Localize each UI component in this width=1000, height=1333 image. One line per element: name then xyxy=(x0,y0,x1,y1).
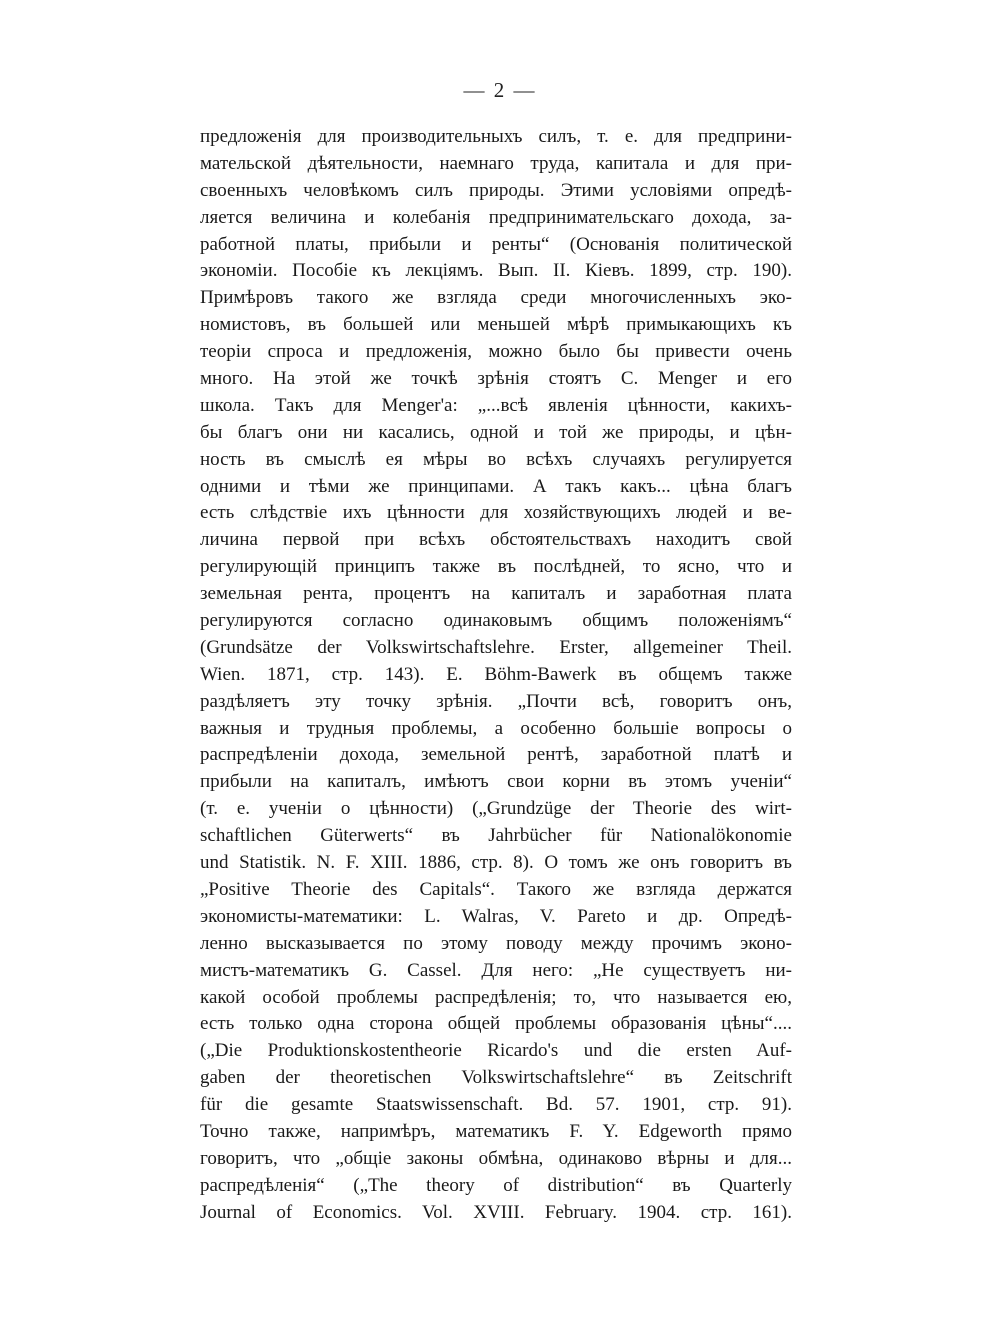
text-line: теоріи спроса и предложенія, можно было бы привести очень xyxy=(200,341,792,363)
text-line: экономисты-математики: L. Walras, V. Pareto и др. Опредѣ- xyxy=(200,905,792,927)
text-line: Wien. 1871, стр. 143). E. Böhm-Bawerk въ общемъ также xyxy=(200,663,792,685)
text-line: регулирующій принципъ также въ послѣдней, то ясно, что и xyxy=(200,556,792,578)
text-line: мистъ-математикъ G. Cassel. Для него: „Не существуетъ ни- xyxy=(200,959,792,981)
text-line: gaben der theoretischen Volkswirtschaftslehre“ въ Zeitschrift xyxy=(200,1067,792,1089)
text-line: ляется величина и колебанія предпринимательскаго дохода, за- xyxy=(200,206,792,228)
page-number: — 2 — xyxy=(463,78,537,102)
text-line: (Grundsätze der Volkswirtschaftslehre. Erster, allgemeiner Theil. xyxy=(200,636,792,658)
text-line: ность въ смыслѣ ея мѣры во всѣхъ случаяхъ регулируется xyxy=(200,448,792,470)
text-line: есть слѣдствіе ихъ цѣнности для хозяйствующихъ людей и ве- xyxy=(200,502,792,524)
text-line: важныя и трудныя проблемы, а особенно большіе вопросы о xyxy=(200,717,792,739)
text-line: одними и тѣми же принципами. А такъ какъ... цѣна благъ xyxy=(200,475,792,497)
body-text xyxy=(200,124,792,1227)
text-line: говоритъ, что „общіе законы обмѣна, одинаково вѣрны и для... xyxy=(200,1147,792,1169)
text-line: „Positive Theorie des Capitals“. Такого же взгляда держатся xyxy=(200,878,792,900)
text-line: распредѣленіи дохода, земельной рентѣ, заработной платѣ и xyxy=(200,744,792,766)
text-line: школа. Такъ для Menger'a: „...всѣ явленія цѣнности, какихъ- xyxy=(200,394,792,416)
text-line: какой особой проблемы распредѣленія; то, что называется ею, xyxy=(200,986,792,1008)
text-line: (т. е. ученіи о цѣнности) („Grundzüge der Theorie des wirt- xyxy=(200,798,792,820)
text-line: есть только одна сторона общей проблемы образованія цѣны“.... xyxy=(200,1013,792,1035)
text-line: регулируются согласно одинаковымъ общимъ положеніямъ“ xyxy=(200,610,792,632)
text-line: („Die Produktionskostentheorie Ricardo's und die ersten Auf- xyxy=(200,1040,792,1062)
text-line: schaftlichen Güterwerts“ въ Jahrbücher für Nationalökonomie xyxy=(200,825,792,847)
text-line: Journal of Economics. Vol. XVIII. February. 1904. стр. 161). xyxy=(200,1201,792,1223)
text-line: прибыли на капиталъ, имѣютъ свои корни въ этомъ ученіи“ xyxy=(200,771,792,793)
text-line: предложенія для производительныхъ силъ, т. е. для предприни- xyxy=(200,126,792,147)
text-line: много. На этой же точкѣ зрѣнія стоятъ C. Menger и его xyxy=(200,368,792,390)
text-line: Точно также, напримѣръ, математикъ F. Y. Edgeworth прямо xyxy=(200,1120,792,1142)
text-line: бы благъ они ни касались, одной и той же природы, и цѣн- xyxy=(200,421,792,443)
text-line: номистовъ, въ большей или меньшей мѣрѣ примыкающихъ къ xyxy=(200,314,792,336)
text-line: работной платы, прибыли и ренты“ (Основанія политической xyxy=(200,233,792,255)
text-line: Примѣровъ такого же взгляда среди многочисленныхъ эко- xyxy=(200,287,792,309)
text-line: земельная рента, процентъ на капиталъ и заработная плата xyxy=(200,583,792,605)
text-line: ленно высказывается по этому поводу между прочимъ эконо- xyxy=(200,932,792,954)
text-line: мательской дѣятельности, наемнаго труда, капитала и для при- xyxy=(200,152,792,174)
text-line: und Statistik. N. F. XIII. 1886, стр. 8). О томъ же онъ говоритъ въ xyxy=(200,852,792,874)
text-line: раздѣляетъ эту точку зрѣнія. „Почти всѣ, говоритъ онъ, xyxy=(200,690,792,712)
text-line: распредѣленія“ („The theory of distribution“ въ Quarterly xyxy=(200,1174,792,1196)
text-line: für die gesamte Staatswissenschaft. Bd. 57. 1901, стр. 91). xyxy=(200,1094,792,1116)
text-line: личина первой при всѣхъ обстоятельствахъ находитъ свой xyxy=(200,529,792,551)
text-line: своенныхъ человѣкомъ силъ природы. Этими условіями опредѣ- xyxy=(200,179,792,201)
text-line: экономіи. Пособіе къ лекціямъ. Вып. II. Кіевъ. 1899, стр. 190). xyxy=(200,260,792,282)
